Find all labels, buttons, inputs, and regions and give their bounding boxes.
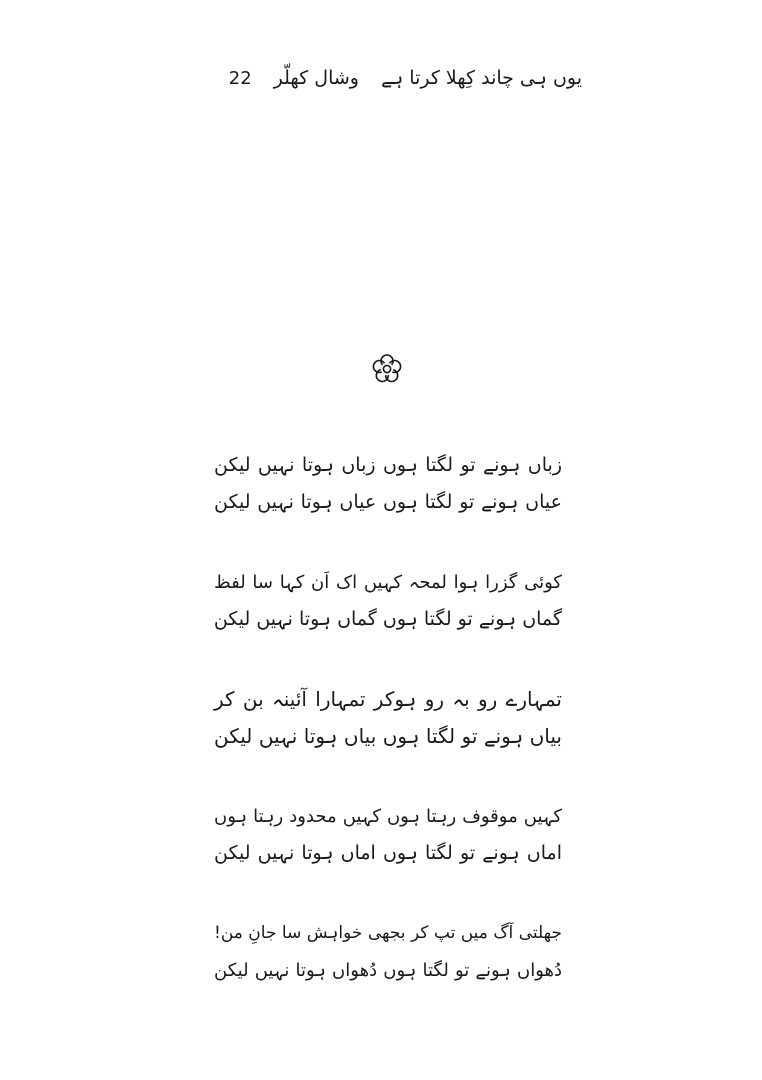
verse-line: اماں ہونے تو لگتا ہوں اماں ہوتا نہیں لیکن: [214, 842, 562, 864]
book-title: یوں ہی چاند کِھلا کرتا ہے: [380, 67, 582, 89]
verse-line: جھلتی آگ میں تپ کر بجھی خواہش سا جانِ من!: [214, 923, 562, 943]
stanza: [214, 681, 562, 755]
stanza: [214, 798, 562, 872]
verse-line: گماں ہونے تو لگتا ہوں گماں ہوتا نہیں لیکن: [213, 608, 562, 630]
flower-icon: [370, 352, 404, 386]
stanza: [214, 447, 562, 521]
verse-line: بیاں ہونے تو لگتا ہوں بیاں ہوتا نہیں لیکن: [214, 724, 562, 748]
page-number: 22: [228, 67, 252, 89]
verse-line: تمہارے رو بہ رو ہوکر تمہارا آئینہ بن کر: [214, 687, 562, 711]
page-header: [228, 58, 582, 98]
verse-line: عیاں ہونے تو لگتا ہوں عیاں ہوتا نہیں لیکن: [214, 491, 562, 513]
stanza: [214, 564, 562, 638]
author-name: وشال کھلّر: [273, 67, 359, 89]
stanza: [214, 915, 562, 989]
verse-line: دُھواں ہونے تو لگتا ہوں دُھواں ہوتا نہیں لیکن: [214, 960, 562, 981]
verse-line: کوئی گزرا ہوا لمحہ کہیں اک اَن کہا سا لفظ: [214, 572, 562, 593]
poem: [214, 447, 562, 1032]
verse-line: کہیں موقوف رہتا ہوں کہیں محدود رہتا ہوں: [214, 806, 562, 827]
verse-line: زباں ہونے تو لگتا ہوں زباں ہوتا نہیں لیکن: [214, 454, 562, 476]
